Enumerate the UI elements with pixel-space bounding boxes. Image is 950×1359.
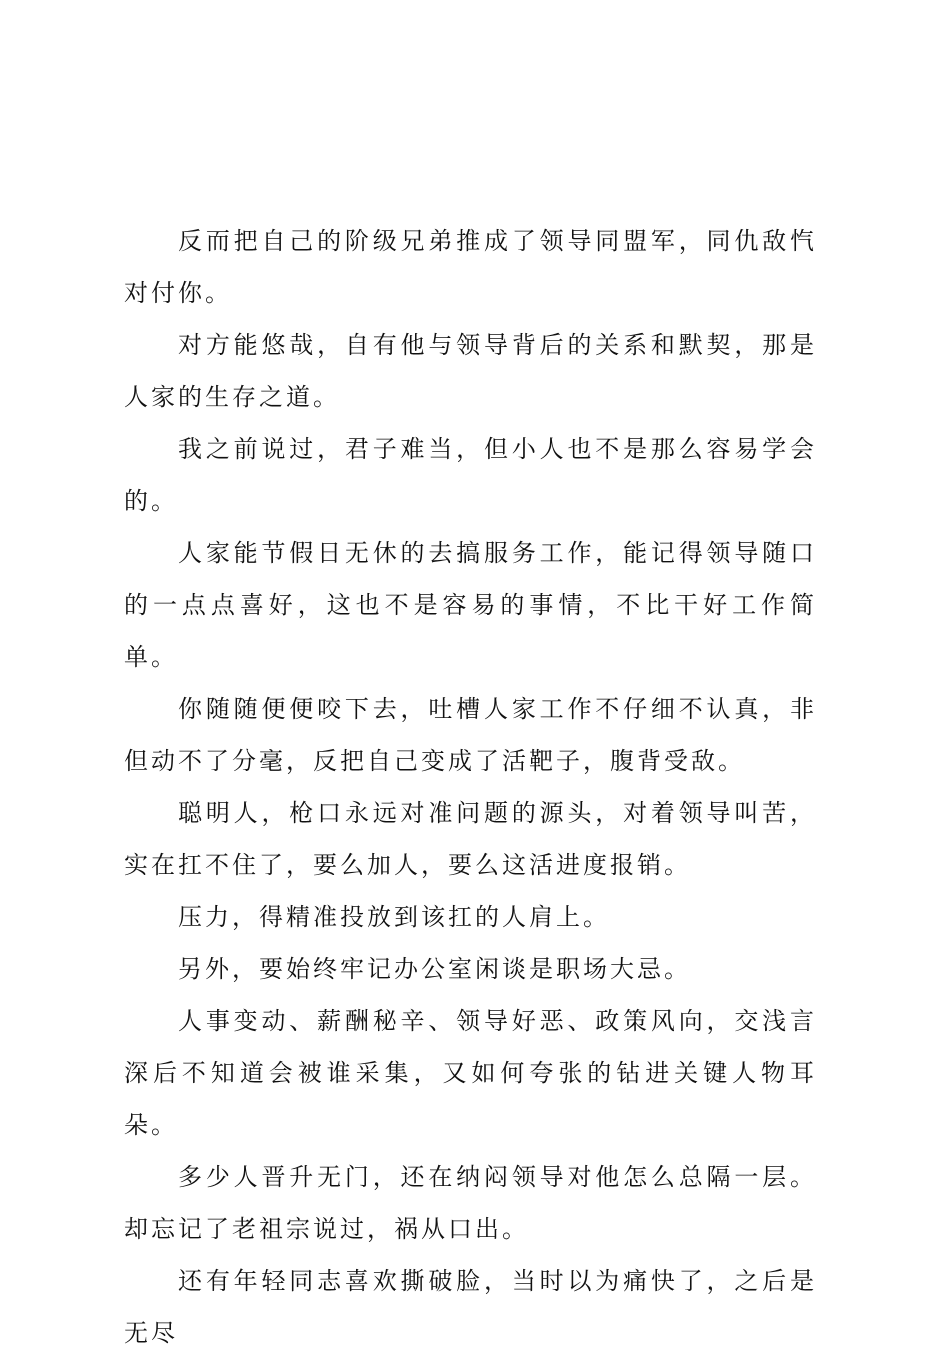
paragraph-11: 还有年轻同志喜欢撕破脸，当时以为痛快了，之后是无尽: [124, 1267, 817, 1347]
paragraph-7: 压力，得精准投放到该扛的人肩上。: [178, 903, 610, 931]
paragraph-1: 反而把自己的阶级兄弟推成了领导同盟军，同仇敌忾对付你。: [124, 227, 817, 307]
body-text: [124, 215, 817, 1359]
paragraph-3: 我之前说过，君子难当，但小人也不是那么容易学会的。: [124, 435, 817, 515]
paragraph-2: 对方能悠哉，自有他与领导背后的关系和默契，那是人家的生存之道。: [124, 331, 817, 411]
paragraph-10: 多少人晋升无门，还在纳闷领导对他怎么总隔一层。却忘记了老祖宗说过，祸从口出。: [124, 1163, 817, 1243]
paragraph-4: 人家能节假日无休的去搞服务工作，能记得领导随口的一点点喜好，这也不是容易的事情，不比干好工作简单。: [124, 539, 817, 671]
paragraph-9: 人事变动、薪酬秘辛、领导好恶、政策风向，交浅言深后不知道会被谁采集，又如何夸张的钻进关键人物耳朵。: [124, 1007, 817, 1139]
paragraph-8: 另外，要始终牢记办公室闲谈是职场大忌。: [178, 955, 691, 983]
paragraph-5: 你随随便便咬下去，吐槽人家工作不仔细不认真，非但动不了分毫，反把自己变成了活靶子，腹背受敌。: [124, 695, 817, 775]
paragraph-6: 聪明人，枪口永远对准问题的源头，对着领导叫苦，实在扛不住了，要么加人，要么这活进度报销。: [124, 799, 817, 879]
